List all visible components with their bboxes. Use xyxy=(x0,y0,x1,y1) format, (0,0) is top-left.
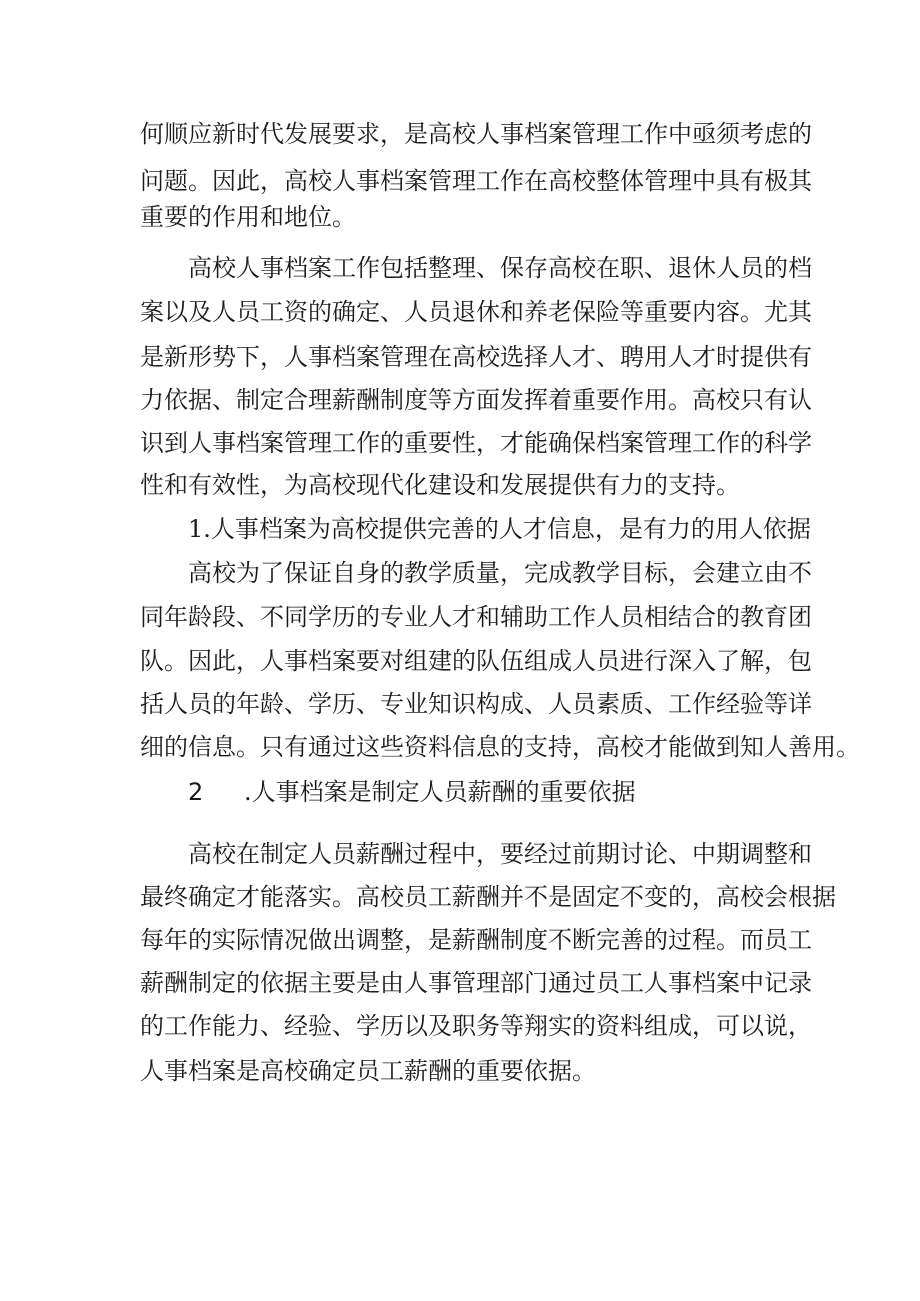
paragraph-2-line-4: 力依据、制定合理薪酬制度等方面发挥着重要作用。高校只有认 xyxy=(140,386,812,414)
paragraph-2-line-6: 性和有效性，为高校现代化建设和发展提供有力的支持。 xyxy=(140,471,740,499)
paragraph-4-line-2: 最终确定才能落实。高校员工薪酬并不是固定不变的，高校会根据 xyxy=(140,883,836,911)
paragraph-2-line-2: 案以及人员工资的确定、人员退休和养老保险等重要内容。尤其 xyxy=(140,298,812,326)
paragraph-4-line-3: 每年的实际情况做出调整，是薪酬制度不断完善的过程。而员工 xyxy=(140,926,812,954)
paragraph-1-line-2: 问题。因此，高校人事档案管理工作在高校整体管理中具有极其 xyxy=(140,167,812,195)
section-heading-2-number: 2 xyxy=(188,778,204,806)
paragraph-1-line-3: 重要的作用和地位。 xyxy=(140,203,356,231)
paragraph-3-line-5: 细的信息。只有通过这些资料信息的支持，高校才能做到知人善用。 xyxy=(140,733,860,761)
paragraph-3-line-4: 括人员的年龄、学历、专业知识构成、人员素质、工作经验等详 xyxy=(140,690,812,718)
paragraph-2-line-5: 识到人事档案管理工作的重要性，才能确保档案管理工作的科学 xyxy=(140,429,812,457)
paragraph-4-line-4: 薪酬制定的依据主要是由人事管理部门通过员工人事档案中记录 xyxy=(140,969,812,997)
paragraph-2-line-3: 是新形势下，人事档案管理在高校选择人才、聘用人才时提供有 xyxy=(140,343,812,371)
paragraph-3-line-1: 高校为了保证自身的教学质量，完成教学目标，会建立由不 xyxy=(188,559,812,587)
paragraph-4-line-1: 高校在制定人员薪酬过程中，要经过前期讨论、中期调整和 xyxy=(188,840,812,868)
paragraph-2-line-1: 高校人事档案工作包括整理、保存高校在职、退休人员的档 xyxy=(188,254,812,282)
section-heading-2: .人事档案是制定人员薪酬的重要依据 xyxy=(244,778,636,806)
paragraph-4-line-6: 人事档案是高校确定员工薪酬的重要依据。 xyxy=(140,1057,596,1085)
section-heading-1: 1.人事档案为高校提供完善的人才信息，是有力的用人依据 xyxy=(188,515,811,543)
paragraph-1-line-1: 何顺应新时代发展要求，是高校人事档案管理工作中亟须考虑的 xyxy=(140,120,812,148)
paragraph-3-line-3: 队。因此，人事档案要对组建的队伍组成人员进行深入了解，包 xyxy=(140,647,812,675)
paragraph-3-line-2: 同年龄段、不同学历的专业人才和辅助工作人员相结合的教育团 xyxy=(140,603,812,631)
paragraph-4-line-5: 的工作能力、经验、学历以及职务等翔实的资料组成，可以说， xyxy=(140,1012,812,1040)
